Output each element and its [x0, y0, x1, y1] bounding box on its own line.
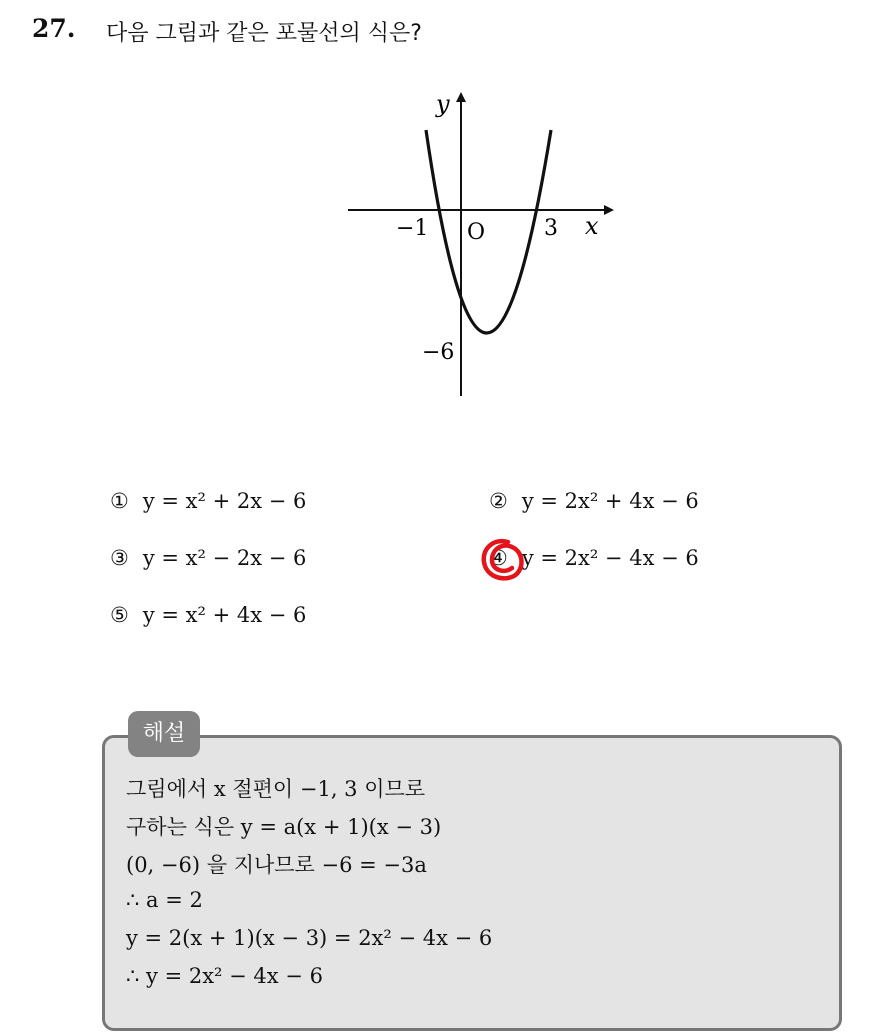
option-3-number: ③: [110, 546, 129, 570]
solution-line-6: ∴ y = 2x² − 4x − 6: [126, 964, 323, 988]
option-1-formula: y = x² + 2x − 6: [142, 489, 307, 513]
solution-line-4: ∴ a = 2: [126, 888, 203, 912]
solution-tag: 해설: [128, 711, 200, 757]
solution-line-3: (0, −6) 을 지나므로 −6 = −3a: [126, 853, 427, 877]
y-axis-label: y: [436, 90, 450, 118]
solution-line-2: 구하는 식은 y = a(x + 1)(x − 3): [126, 815, 442, 839]
option-2-number: ②: [489, 489, 508, 513]
option-1-number: ①: [110, 489, 129, 513]
option-4-number: ④: [489, 546, 508, 570]
option-5-formula: y = x² + 4x − 6: [142, 603, 307, 627]
parabola-curve: [426, 130, 551, 333]
x-intercept-left-label: −1: [396, 216, 429, 241]
x-intercept-right-label: 3: [544, 216, 558, 241]
option-1[interactable]: [110, 489, 306, 513]
option-4-formula: y = 2x² − 4x − 6: [521, 546, 699, 570]
answer-circle-mark: [478, 536, 530, 584]
question-number: 27.: [32, 14, 76, 43]
option-5[interactable]: [110, 603, 306, 627]
x-axis-label: x: [585, 212, 599, 240]
option-5-number: ⑤: [110, 603, 129, 627]
solution-line-5: y = 2(x + 1)(x − 3) = 2x² − 4x − 6: [126, 926, 493, 950]
option-3-formula: y = x² − 2x − 6: [142, 546, 307, 570]
y-intercept-label: −6: [422, 340, 455, 365]
option-2-formula: y = 2x² + 4x − 6: [521, 489, 699, 513]
question-text: 다음 그림과 같은 포물선의 식은?: [106, 21, 422, 46]
solution-line-1: 그림에서 x 절편이 −1, 3 이므로: [126, 777, 426, 801]
origin-label: O: [467, 220, 486, 245]
parabola-graph: [340, 86, 630, 416]
option-3[interactable]: [110, 546, 306, 570]
option-2[interactable]: [489, 489, 699, 513]
